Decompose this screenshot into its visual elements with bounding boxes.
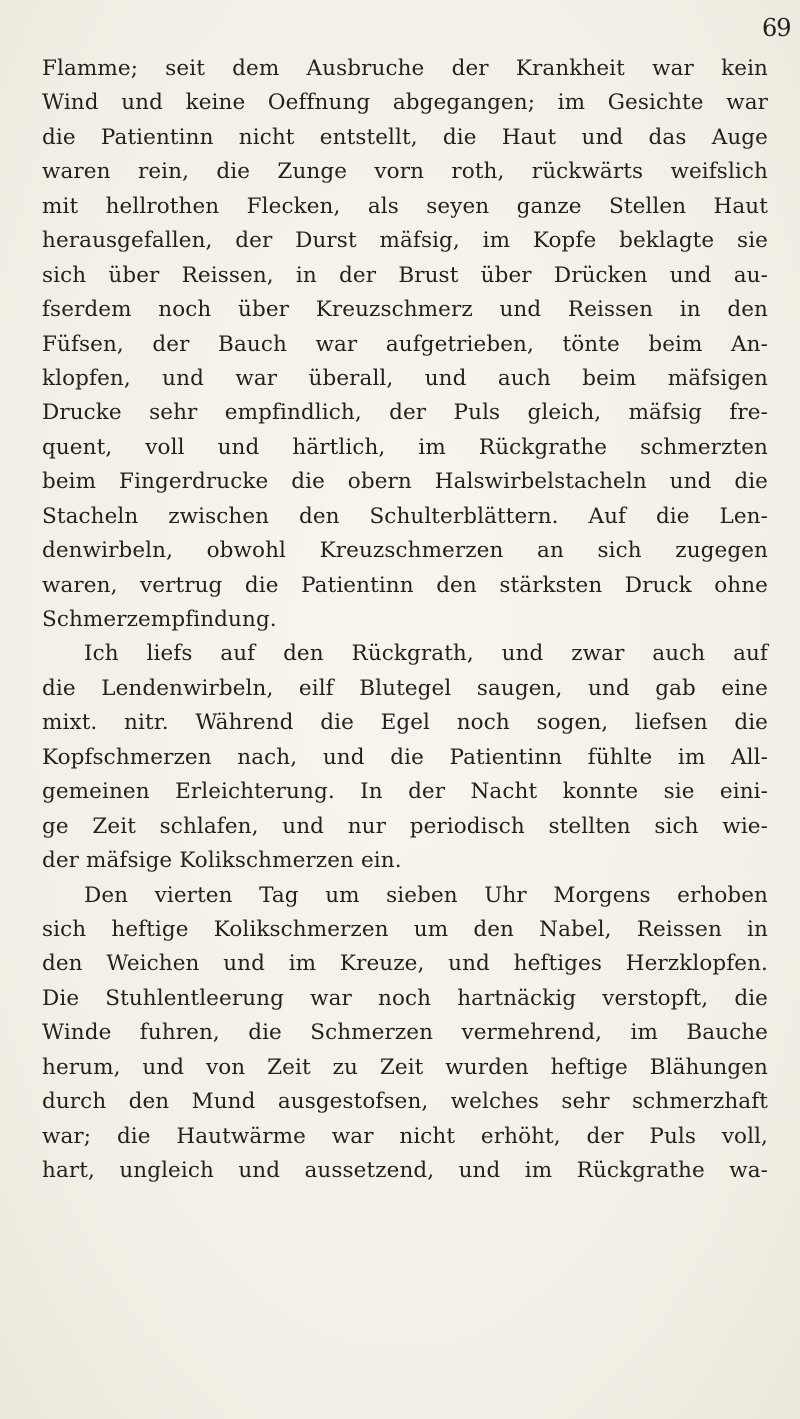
text-line: denwirbeln, obwohl Kreuzschmerzen an sich zugegen — [42, 538, 768, 564]
text-line: war; die Hautwärme war nicht erhöht, der Puls voll, — [42, 1123, 768, 1149]
body-text — [42, 52, 768, 1188]
text-line: durch den Mund ausgestofsen, welches sehr schmerzhaft — [42, 1089, 768, 1115]
text-line: herausgefallen, der Durst mäfsig, im Kopfe beklagte sie — [42, 228, 768, 254]
text-line: Winde fuhren, die Schmerzen vermehrend, im Bauche — [42, 1020, 768, 1046]
text-line: waren, vertrug die Patientinn den stärksten Druck ohne — [42, 572, 768, 598]
paragraph-end-line: der mäfsige Kolikschmerzen ein. — [42, 848, 402, 874]
text-line: die Patientinn nicht entstellt, die Haut und das Auge — [42, 124, 768, 150]
text-line: Kopfschmerzen nach, und die Patientinn fühlte im All- — [42, 744, 768, 770]
text-line: ge Zeit schlafen, und nur periodisch stellten sich wie- — [42, 813, 768, 839]
text-line: den Weichen und im Kreuze, und heftiges Herzklopfen. — [42, 951, 768, 977]
text-line: Stacheln zwischen den Schulterblättern. Auf die Len- — [42, 503, 768, 529]
text-line: herum, und von Zeit zu Zeit wurden heftige Blähungen — [42, 1054, 768, 1080]
text-line: sich heftige Kolikschmerzen um den Nabel, Reissen in — [42, 916, 768, 942]
text-line: mixt. nitr. Während die Egel noch sogen, liefsen die — [42, 710, 768, 736]
page-number: 69 — [762, 14, 791, 42]
text-line: klopfen, und war überall, und auch beim mäfsigen — [42, 365, 768, 391]
text-line: quent, voll und härtlich, im Rückgrathe schmerzten — [42, 434, 768, 460]
text-line: Flamme; seit dem Ausbruche der Krankheit war kein — [42, 56, 768, 81]
text-line: waren rein, die Zunge vorn roth, rückwärts weifslich — [42, 159, 768, 185]
text-line: fserdem noch über Kreuzschmerz und Reissen in den — [42, 297, 768, 323]
text-line: gemeinen Erleichterung. In der Nacht konnte sie eini- — [42, 779, 768, 805]
text-line: Wind und keine Oeffnung abgegangen; im Gesichte war — [42, 90, 768, 116]
text-line: hart, ungleich und aussetzend, und im Rückgrathe wa- — [42, 1158, 768, 1183]
text-line: Füfsen, der Bauch war aufgetrieben, tönte beim An- — [42, 331, 768, 357]
paragraph-start-line: Den vierten Tag um sieben Uhr Morgens erhoben — [84, 882, 768, 908]
text-line: die Lendenwirbeln, eilf Blutegel saugen, und gab eine — [42, 675, 768, 701]
paragraph-end-line: Schmerzempfindung. — [42, 607, 277, 632]
text-line: beim Fingerdrucke die obern Halswirbelstacheln und die — [42, 469, 768, 495]
paragraph-start-line: Ich liefs auf den Rückgrath, und zwar auch auf — [84, 641, 768, 667]
text-line: Die Stuhlentleerung war noch hartnäckig verstopft, die — [42, 985, 768, 1011]
text-line: mit hellrothen Flecken, als seyen ganze Stellen Haut — [42, 193, 768, 219]
text-line: Drucke sehr empfindlich, der Puls gleich, mäfsig fre- — [42, 400, 768, 426]
text-line: sich über Reissen, in der Brust über Drücken und au- — [42, 262, 768, 288]
